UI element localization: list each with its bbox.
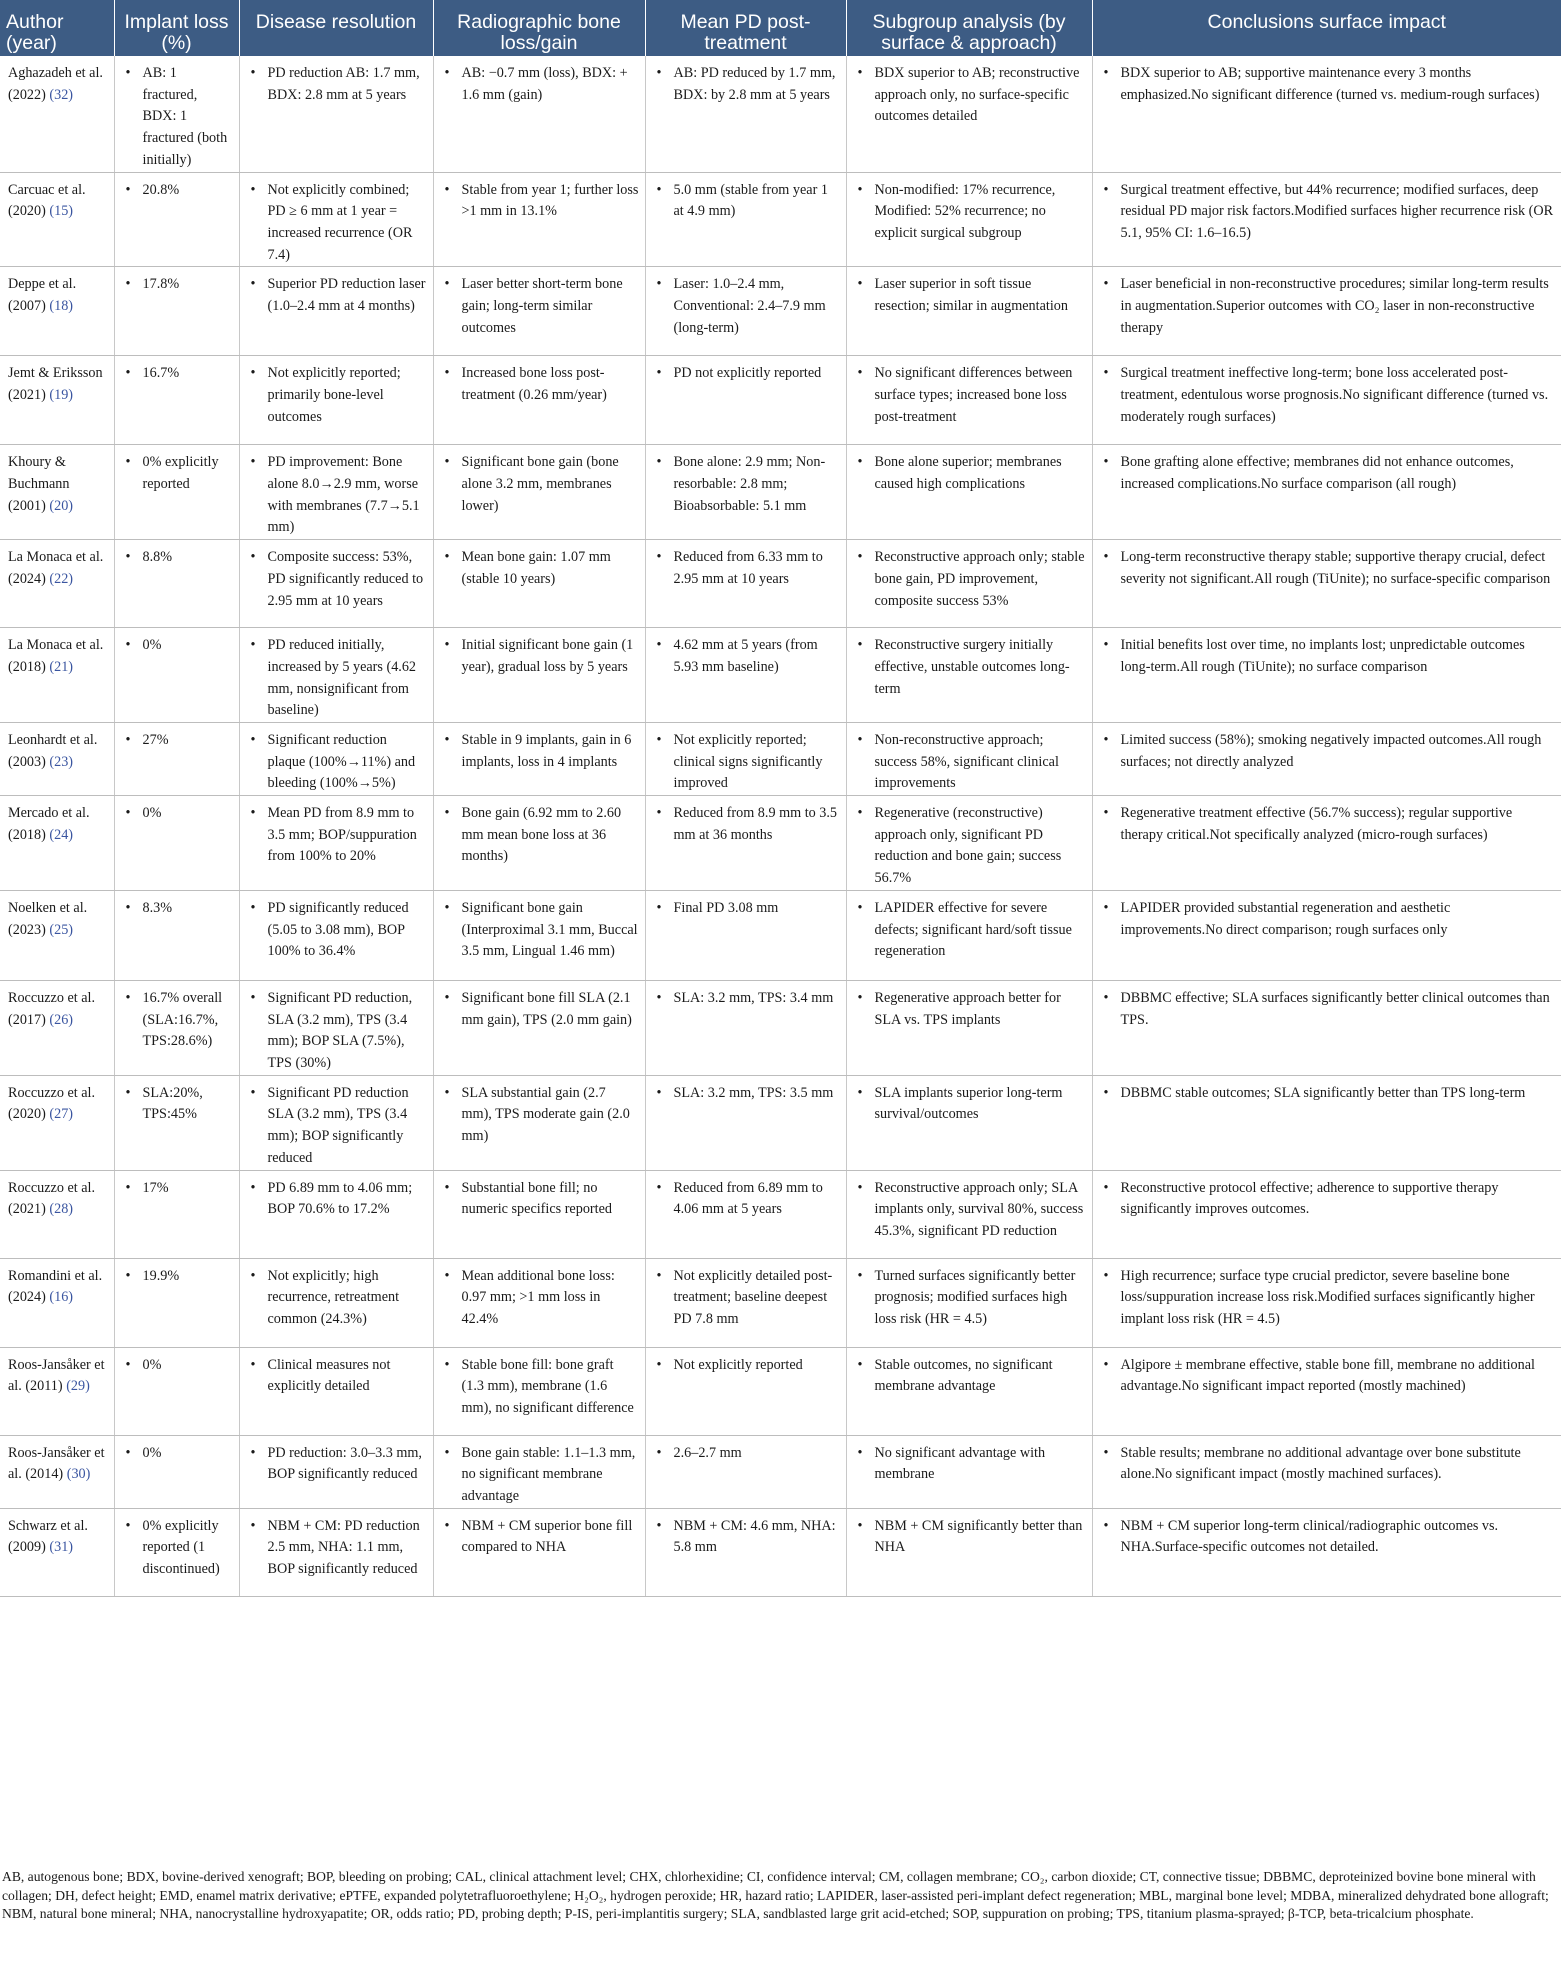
- bullet-item: • No significant advantage with membrane: [875, 1443, 1086, 1486]
- bullet-item: • Significant PD reduction, SLA (3.2 mm), TPS (3.4 mm); BOP SLA (7.5%), TPS (30%): [268, 988, 427, 1075]
- bullet-item: • PD not explicitly reported: [674, 363, 840, 385]
- bullet-item: • Not explicitly reported; clinical signs significantly improved: [674, 730, 840, 795]
- bullet-item: • Turned surfaces significantly better prognosis; modified surfaces high loss risk (HR = 4.5): [875, 1266, 1086, 1331]
- author-name: Mercado et al. (2018): [8, 805, 90, 843]
- mean-pd-cell: [645, 1075, 846, 1170]
- subgroup-cell: [846, 796, 1092, 891]
- bullet-item: • Bone gain (6.92 mm to 2.60 mm mean bone loss at 36 months): [462, 803, 639, 868]
- bullet-item: • Surgical treatment ineffective long-term; bone loss accelerated post-treatment, edentulous worse prognosis.No significant difference (turned vs. moderately rough surfaces): [1121, 363, 1556, 428]
- bullet-item: • Non-reconstructive approach; success 58%, significant clinical improvements: [875, 730, 1086, 795]
- bullet-item: • 0% explicitly reported: [143, 452, 233, 495]
- bullet-item: • Stable bone fill: bone graft (1.3 mm), membrane (1.6 mm), no significant difference: [462, 1355, 639, 1420]
- disease-resolution-cell: [239, 172, 433, 267]
- bone-change-cell: [433, 796, 645, 891]
- bullet-item: • Substantial bone fill; no numeric specifics reported: [462, 1178, 639, 1221]
- bullet-item: • 19.9%: [143, 1266, 233, 1288]
- table-row: [0, 628, 1561, 723]
- table-row: [0, 1258, 1561, 1347]
- bullet-item: • 16.7%: [143, 363, 233, 385]
- bullet-item: • Laser beneficial in non-reconstructive procedures; similar long-term results in augmentation.Superior outcomes with CO₂ laser in non-reconstructive therapy: [1121, 274, 1556, 339]
- author-name: Deppe et al. (2007): [8, 276, 77, 315]
- bullet-item: • Reduced from 8.9 mm to 3.5 mm at 36 months: [674, 803, 840, 846]
- bone-change-cell: [433, 1075, 645, 1170]
- implant-loss-cell: [114, 1347, 239, 1435]
- reference-link[interactable]: (19): [49, 387, 74, 404]
- subgroup-cell: [846, 540, 1092, 628]
- implant-loss-cell: [114, 890, 239, 980]
- conclusion-cell: [1092, 56, 1561, 172]
- bullet-item: • 0%: [143, 1355, 233, 1377]
- author-name: Roos-Jansåker et al. (2011): [8, 1356, 105, 1395]
- bullet-item: • Stable in 9 implants, gain in 6 implants, loss in 4 implants: [462, 730, 639, 773]
- author-name: Roccuzzo et al. (2021): [8, 1179, 96, 1218]
- mean-pd-cell: [645, 1170, 846, 1258]
- disease-resolution-cell: [239, 980, 433, 1075]
- bullet-item: • Reconstructive approach only; stable bone gain, PD improvement, composite success 53%: [875, 547, 1086, 612]
- author-name: Roos-Jansåker et al. (2014): [8, 1444, 105, 1483]
- bullet-item: • Reconstructive protocol effective; adherence to supportive therapy significantly improves outcomes.: [1121, 1178, 1556, 1221]
- disease-resolution-cell: [239, 1258, 433, 1347]
- bullet-item: • 5.0 mm (stable from year 1 at 4.9 mm): [674, 180, 840, 223]
- table-row: [0, 796, 1561, 891]
- table-row: [0, 890, 1561, 980]
- conclusion-cell: [1092, 1508, 1561, 1596]
- bullet-item: • Regenerative approach better for SLA vs. TPS implants: [875, 988, 1086, 1031]
- author-cell: [0, 445, 114, 540]
- disease-resolution-cell: [239, 1508, 433, 1596]
- bullet-item: • Laser better short-term bone gain; long-term similar outcomes: [462, 274, 639, 339]
- subgroup-cell: [846, 890, 1092, 980]
- table-row: [0, 172, 1561, 267]
- mean-pd-cell: [645, 628, 846, 723]
- disease-resolution-cell: [239, 1170, 433, 1258]
- subgroup-cell: [846, 1347, 1092, 1435]
- mean-pd-cell: [645, 1347, 846, 1435]
- bone-change-cell: [433, 1258, 645, 1347]
- disease-resolution-cell: [239, 445, 433, 540]
- bullet-item: • BDX superior to AB; supportive maintenance every 3 months emphasized.No significant difference (turned vs. medium-rough surfaces): [1121, 63, 1556, 106]
- bullet-item: • 17.8%: [143, 274, 233, 296]
- bullet-item: • AB: −0.7 mm (loss), BDX: + 1.6 mm (gain): [462, 63, 639, 106]
- implant-loss-cell: [114, 540, 239, 628]
- bullet-item: • AB: 1 fractured, BDX: 1 fractured (both initially): [143, 63, 233, 172]
- mean-pd-cell: [645, 540, 846, 628]
- implant-loss-cell: [114, 56, 239, 172]
- bullet-item: • SLA: 3.2 mm, TPS: 3.4 mm: [674, 988, 840, 1010]
- subgroup-cell: [846, 1435, 1092, 1508]
- conclusion-cell: [1092, 540, 1561, 628]
- mean-pd-cell: [645, 980, 846, 1075]
- bullet-item: • Laser superior in soft tissue resection; similar in augmentation: [875, 274, 1086, 317]
- bone-change-cell: [433, 172, 645, 267]
- disease-resolution-cell: [239, 1075, 433, 1170]
- header-conclusions: Conclusions surface impact: [1092, 0, 1561, 56]
- bone-change-cell: [433, 628, 645, 723]
- conclusion-cell: [1092, 628, 1561, 723]
- bullet-item: • BDX superior to AB; reconstructive approach only, no surface-specific outcomes detailed: [875, 63, 1086, 128]
- bullet-item: • AB: PD reduced by 1.7 mm, BDX: by 2.8 mm at 5 years: [674, 63, 840, 106]
- bullet-item: • Initial benefits lost over time, no implants lost; unpredictable outcomes long-term.All rough (TiUnite); no surface comparison: [1121, 635, 1556, 678]
- bullet-item: • NBM + CM: 4.6 mm, NHA: 5.8 mm: [674, 1516, 840, 1559]
- header-radiographic-bone: Radiographic bone loss/gain: [433, 0, 645, 56]
- author-cell: [0, 796, 114, 891]
- subgroup-cell: [846, 1075, 1092, 1170]
- bullet-item: • Mean bone gain: 1.07 mm (stable 10 years): [462, 547, 639, 590]
- bullet-item: • Composite success: 53%, PD significantly reduced to 2.95 mm at 10 years: [268, 547, 427, 612]
- bullet-item: • Laser: 1.0–2.4 mm, Conventional: 2.4–7.9 mm (long-term): [674, 274, 840, 339]
- table-row: [0, 980, 1561, 1075]
- mean-pd-cell: [645, 796, 846, 891]
- bullet-item: • PD reduction: 3.0–3.3 mm, BOP significantly reduced: [268, 1443, 427, 1486]
- bullet-item: • 2.6–2.7 mm: [674, 1443, 840, 1465]
- bullet-item: • High recurrence; surface type crucial predictor, severe baseline bone loss/suppuration increase loss risk.Modified surfaces significantly higher implant loss risk (HR = 4.5): [1121, 1266, 1556, 1331]
- bullet-item: • Reconstructive surgery initially effective, unstable outcomes long-term: [875, 635, 1086, 700]
- bullet-item: • Mean additional bone loss: 0.97 mm; >1 mm loss in 42.4%: [462, 1266, 639, 1331]
- bullet-item: • Reduced from 6.33 mm to 2.95 mm at 10 years: [674, 547, 840, 590]
- implant-loss-cell: [114, 172, 239, 267]
- bullet-item: • Not explicitly detailed post-treatment; baseline deepest PD 7.8 mm: [674, 1266, 840, 1331]
- disease-resolution-cell: [239, 540, 433, 628]
- implant-loss-cell: [114, 722, 239, 795]
- author-name: Khoury & Buchmann (2001): [8, 454, 70, 514]
- conclusion-cell: [1092, 267, 1561, 356]
- author-cell: [0, 172, 114, 267]
- bullet-item: • Bone alone superior; membranes caused high complications: [875, 452, 1086, 495]
- bullet-item: • Regenerative treatment effective (56.7% success); regular supportive therapy critical.Not specifically analyzed (micro-rough surfaces): [1121, 803, 1556, 846]
- reference-link[interactable]: (31): [49, 1539, 74, 1556]
- conclusion-cell: [1092, 1435, 1561, 1508]
- bullet-item: • Not explicitly; high recurrence, retreatment common (24.3%): [268, 1266, 427, 1331]
- reference-link[interactable]: (29): [66, 1378, 90, 1395]
- implant-loss-cell: [114, 980, 239, 1075]
- conclusion-cell: [1092, 1258, 1561, 1347]
- author-cell: [0, 890, 114, 980]
- author-cell: [0, 267, 114, 356]
- bullet-item: • 20.8%: [143, 180, 233, 202]
- bullet-item: • Mean PD from 8.9 mm to 3.5 mm; BOP/suppuration from 100% to 20%: [268, 803, 427, 868]
- bullet-item: • NBM + CM: PD reduction 2.5 mm, NHA: 1.1 mm, BOP significantly reduced: [268, 1516, 427, 1581]
- bullet-item: • SLA implants superior long-term survival/outcomes: [875, 1083, 1086, 1126]
- author-name: Roccuzzo et al. (2020): [8, 1084, 96, 1123]
- bullet-item: • Increased bone loss post-treatment (0.26 mm/year): [462, 363, 639, 406]
- reference-link[interactable]: (16): [49, 1289, 74, 1306]
- bone-change-cell: [433, 445, 645, 540]
- bone-change-cell: [433, 1347, 645, 1435]
- bullet-item: • Limited success (58%); smoking negatively impacted outcomes.All rough surfaces; not directly analyzed: [1121, 730, 1556, 773]
- disease-resolution-cell: [239, 796, 433, 891]
- conclusion-cell: [1092, 1347, 1561, 1435]
- disease-resolution-cell: [239, 267, 433, 356]
- bullet-item: • NBM + CM superior bone fill compared to NHA: [462, 1516, 639, 1559]
- bullet-item: • Surgical treatment effective, but 44% recurrence; modified surfaces, deep residual PD major risk factors.Modified surfaces higher recurrence risk (OR 5.1, 95% CI: 1.6–16.5): [1121, 180, 1556, 245]
- bullet-item: • 16.7% overall (SLA:16.7%, TPS:28.6%): [143, 988, 233, 1053]
- conclusion-cell: [1092, 1170, 1561, 1258]
- mean-pd-cell: [645, 172, 846, 267]
- header-mean-pd: Mean PD post-treatment: [645, 0, 846, 56]
- bone-change-cell: [433, 1435, 645, 1508]
- bone-change-cell: [433, 56, 645, 172]
- bullet-item: • Significant bone fill SLA (2.1 mm gain), TPS (2.0 mm gain): [462, 988, 639, 1031]
- bullet-item: • Stable results; membrane no additional advantage over bone substitute alone.No significant impact (mostly machined surfaces).: [1121, 1443, 1556, 1486]
- table-row: [0, 1435, 1561, 1508]
- bullet-item: • 8.3%: [143, 898, 233, 920]
- subgroup-cell: [846, 1170, 1092, 1258]
- bullet-item: • DBBMC stable outcomes; SLA significantly better than TPS long-term: [1121, 1083, 1556, 1105]
- bullet-item: • PD 6.89 mm to 4.06 mm; BOP 70.6% to 17.2%: [268, 1178, 427, 1221]
- author-name: Aghazadeh et al. (2022): [8, 65, 103, 103]
- bullet-item: • Significant bone gain (Interproximal 3.1 mm, Buccal 3.5 mm, Lingual 1.46 mm): [462, 898, 639, 963]
- table-row: [0, 356, 1561, 445]
- bullet-item: • Long-term reconstructive therapy stable; supportive therapy crucial, defect severity not significant.All rough (TiUnite); no surface-specific comparison: [1121, 547, 1556, 590]
- mean-pd-cell: [645, 1435, 846, 1508]
- implant-loss-cell: [114, 1258, 239, 1347]
- conclusion-cell: [1092, 796, 1561, 891]
- implant-loss-cell: [114, 1075, 239, 1170]
- author-name: Romandini et al. (2024): [8, 1267, 103, 1306]
- mean-pd-cell: [645, 267, 846, 356]
- disease-resolution-cell: [239, 890, 433, 980]
- bullet-item: • PD improvement: Bone alone 8.0→2.9 mm, worse with membranes (7.7→5.1 mm): [268, 452, 427, 539]
- implant-loss-cell: [114, 1435, 239, 1508]
- author-name: Noelken et al. (2023): [8, 899, 88, 938]
- bullet-item: • 4.62 mm at 5 years (from 5.93 mm baseline): [674, 635, 840, 678]
- disease-resolution-cell: [239, 1435, 433, 1508]
- bullet-item: • 8.8%: [143, 547, 233, 569]
- author-name: Leonhardt et al. (2003): [8, 731, 98, 770]
- bullet-item: • Not explicitly combined; PD ≥ 6 mm at 1 year = increased recurrence (OR 7.4): [268, 180, 427, 267]
- reference-link[interactable]: (18): [49, 298, 74, 315]
- table-row: [0, 445, 1561, 540]
- author-name: La Monaca et al. (2018): [8, 637, 104, 675]
- bullet-item: • NBM + CM superior long-term clinical/radiographic outcomes vs. NHA.Surface-specific outcomes not detailed.: [1121, 1516, 1556, 1559]
- conclusion-cell: [1092, 1075, 1561, 1170]
- bullet-item: • PD reduced initially, increased by 5 years (4.62 mm, nonsignificant from baseline): [268, 635, 427, 722]
- reference-link[interactable]: (32): [49, 86, 74, 103]
- implant-loss-cell: [114, 1508, 239, 1596]
- author-cell: [0, 628, 114, 723]
- bullet-item: • NBM + CM significantly better than NHA: [875, 1516, 1086, 1559]
- reference-link[interactable]: (27): [49, 1106, 74, 1123]
- bullet-item: • Final PD 3.08 mm: [674, 898, 840, 920]
- author-cell: [0, 722, 114, 795]
- reference-link[interactable]: (21): [49, 658, 74, 675]
- subgroup-cell: [846, 267, 1092, 356]
- mean-pd-cell: [645, 356, 846, 445]
- bone-change-cell: [433, 890, 645, 980]
- bullet-item: • Significant reduction plaque (100%→11%) and bleeding (100%→5%): [268, 730, 427, 795]
- disease-resolution-cell: [239, 56, 433, 172]
- mean-pd-cell: [645, 722, 846, 795]
- mean-pd-cell: [645, 1258, 846, 1347]
- bone-change-cell: [433, 722, 645, 795]
- author-cell: [0, 1508, 114, 1596]
- author-cell: [0, 980, 114, 1075]
- bullet-item: • Not explicitly reported: [674, 1355, 840, 1377]
- bullet-item: • PD reduction AB: 1.7 mm, BDX: 2.8 mm at 5 years: [268, 63, 427, 106]
- author-cell: [0, 1347, 114, 1435]
- bullet-item: • Non-modified: 17% recurrence, Modified: 52% recurrence; no explicit surgical subgroup: [875, 180, 1086, 245]
- bullet-item: • DBBMC effective; SLA surfaces significantly better clinical outcomes than TPS.: [1121, 988, 1556, 1031]
- bullet-item: • Clinical measures not explicitly detailed: [268, 1355, 427, 1398]
- bone-change-cell: [433, 980, 645, 1075]
- author-cell: [0, 1258, 114, 1347]
- bullet-item: • Bone gain stable: 1.1–1.3 mm, no significant membrane advantage: [462, 1443, 639, 1508]
- bullet-item: • Algipore ± membrane effective, stable bone fill, membrane no additional advantage.No significant impact reported (mostly machined): [1121, 1355, 1556, 1398]
- bullet-item: • Significant bone gain (bone alone 3.2 mm, membranes lower): [462, 452, 639, 517]
- table-row: [0, 267, 1561, 356]
- bone-change-cell: [433, 1508, 645, 1596]
- mean-pd-cell: [645, 56, 846, 172]
- table-row: [0, 1508, 1561, 1596]
- implant-loss-cell: [114, 267, 239, 356]
- bullet-item: • Stable outcomes, no significant membrane advantage: [875, 1355, 1086, 1398]
- reference-link[interactable]: (26): [49, 1011, 74, 1028]
- conclusion-cell: [1092, 356, 1561, 445]
- implant-loss-cell: [114, 1170, 239, 1258]
- author-cell: [0, 356, 114, 445]
- conclusion-cell: [1092, 445, 1561, 540]
- bullet-item: • 0%: [143, 1443, 233, 1465]
- bullet-item: • 27%: [143, 730, 233, 752]
- conclusion-cell: [1092, 890, 1561, 980]
- bullet-item: • Reduced from 6.89 mm to 4.06 mm at 5 years: [674, 1178, 840, 1221]
- bullet-item: • SLA substantial gain (2.7 mm), TPS moderate gain (2.0 mm): [462, 1083, 639, 1148]
- mean-pd-cell: [645, 1508, 846, 1596]
- reference-link[interactable]: (22): [49, 570, 74, 587]
- reference-link[interactable]: (30): [66, 1466, 91, 1483]
- subgroup-cell: [846, 445, 1092, 540]
- table-row: [0, 1347, 1561, 1435]
- bullet-item: • 0% explicitly reported (1 discontinued): [143, 1516, 233, 1581]
- subgroup-cell: [846, 628, 1092, 723]
- subgroup-cell: [846, 1258, 1092, 1347]
- author-cell: [0, 1075, 114, 1170]
- bone-change-cell: [433, 267, 645, 356]
- subgroup-cell: [846, 980, 1092, 1075]
- disease-resolution-cell: [239, 628, 433, 723]
- reference-link[interactable]: (23): [49, 753, 74, 770]
- bullet-item: • Stable from year 1; further loss >1 mm in 13.1%: [462, 180, 639, 223]
- bullet-item: • Not explicitly reported; primarily bone-level outcomes: [268, 363, 427, 428]
- bullet-item: • Reconstructive approach only; SLA implants only, survival 80%, success 45.3%, significant PD reduction: [875, 1178, 1086, 1243]
- header-author: Author (year): [0, 0, 114, 56]
- disease-resolution-cell: [239, 356, 433, 445]
- table-row: [0, 1170, 1561, 1258]
- subgroup-cell: [846, 1508, 1092, 1596]
- author-name: Roccuzzo et al. (2017): [8, 989, 96, 1028]
- bullet-item: • LAPIDER effective for severe defects; significant hard/soft tissue regeneration: [875, 898, 1086, 963]
- author-cell: [0, 540, 114, 628]
- bullet-item: • SLA:20%, TPS:45%: [143, 1083, 233, 1126]
- bullet-item: • SLA: 3.2 mm, TPS: 3.5 mm: [674, 1083, 840, 1105]
- reference-link[interactable]: (25): [49, 921, 74, 938]
- table-row: [0, 540, 1561, 628]
- conclusion-cell: [1092, 980, 1561, 1075]
- bone-change-cell: [433, 1170, 645, 1258]
- implant-loss-cell: [114, 445, 239, 540]
- header-disease-resolution: Disease resolution: [239, 0, 433, 56]
- subgroup-cell: [846, 356, 1092, 445]
- reference-link[interactable]: (20): [49, 497, 74, 514]
- bullet-item: • 0%: [143, 803, 233, 825]
- author-cell: [0, 1435, 114, 1508]
- bullet-item: • No significant differences between surface types; increased bone loss post-treatment: [875, 363, 1086, 428]
- mean-pd-cell: [645, 890, 846, 980]
- bullet-item: • 17%: [143, 1178, 233, 1200]
- author-cell: [0, 1170, 114, 1258]
- bullet-item: • Bone grafting alone effective; membranes did not enhance outcomes, increased complications.No surface comparison (all rough): [1121, 452, 1556, 495]
- reference-link[interactable]: (15): [49, 203, 74, 220]
- bullet-item: • 0%: [143, 635, 233, 657]
- table-row: [0, 722, 1561, 795]
- bullet-item: • Superior PD reduction laser (1.0–2.4 mm at 4 months): [268, 274, 427, 317]
- header-implant-loss: Implant loss (%): [114, 0, 239, 56]
- subgroup-cell: [846, 56, 1092, 172]
- conclusion-cell: [1092, 172, 1561, 267]
- author-name: La Monaca et al. (2024): [8, 549, 104, 587]
- bone-change-cell: [433, 540, 645, 628]
- conclusion-cell: [1092, 722, 1561, 795]
- bullet-item: • Initial significant bone gain (1 year), gradual loss by 5 years: [462, 635, 639, 678]
- disease-resolution-cell: [239, 722, 433, 795]
- bullet-item: • Significant PD reduction SLA (3.2 mm), TPS (3.4 mm); BOP significantly reduced: [268, 1083, 427, 1170]
- table-row: [0, 1075, 1561, 1170]
- subgroup-cell: [846, 722, 1092, 795]
- bone-change-cell: [433, 356, 645, 445]
- table-footnote: AB, autogenous bone; BDX, bovine-derived xenograft; BOP, bleeding on probing; CAL, clinical attachment level; CHX, chlorhexidine; CI, confidence interval; CM, collagen membrane; CO₂, carbon dioxide; CT, connective tissue; DBBMC, deproteinized bovine bone mineral with collagen; DH, defect height; EMD, enamel matrix derivative; ePTFE, expanded polytetrafluoroethylene; H₂O₂, hydrogen peroxide; HR, hazard ratio; LAPIDER, laser-assisted peri-implant defect regeneration; MBL, marginal bone level; MDBA, mineralized dehydrated bone allograft; NBM, natural bone mineral; NHA, nanocrystalline hydroxyapatite; OR, odds ratio; PD, probing depth; P-IS, peri-implantitis surgery; SLA, sandblasted large grit acid-etched; SOP, suppuration on probing; TPS, titanium plasma-sprayed; β-TCP, beta-tricalcium phosphate.: [2, 1869, 1549, 1922]
- implant-loss-cell: [114, 356, 239, 445]
- bullet-item: • Bone alone: 2.9 mm; Non-resorbable: 2.8 mm; Bioabsorbable: 5.1 mm: [674, 452, 840, 517]
- implant-loss-cell: [114, 628, 239, 723]
- author-name: Carcuac et al. (2020): [8, 181, 86, 220]
- implant-loss-cell: [114, 796, 239, 891]
- reference-link[interactable]: (24): [49, 826, 74, 843]
- bullet-item: • Regenerative (reconstructive) approach only, significant PD reduction and bone gain; success 56.7%: [875, 803, 1086, 890]
- subgroup-cell: [846, 172, 1092, 267]
- bullet-item: • PD significantly reduced (5.05 to 3.08 mm), BOP 100% to 36.4%: [268, 898, 427, 963]
- author-name: Jemt & Eriksson (2021): [8, 365, 103, 404]
- author-name: Schwarz et al. (2009): [8, 1517, 88, 1556]
- author-cell: [0, 56, 114, 172]
- mean-pd-cell: [645, 445, 846, 540]
- disease-resolution-cell: [239, 1347, 433, 1435]
- header-row: [0, 0, 1561, 56]
- bullet-item: • LAPIDER provided substantial regeneration and aesthetic improvements.No direct comparison; rough surfaces only: [1121, 898, 1556, 941]
- reference-link[interactable]: (28): [49, 1201, 74, 1218]
- table-row: [0, 56, 1561, 172]
- header-subgroup-analysis: Subgroup analysis (by surface & approach): [846, 0, 1092, 56]
